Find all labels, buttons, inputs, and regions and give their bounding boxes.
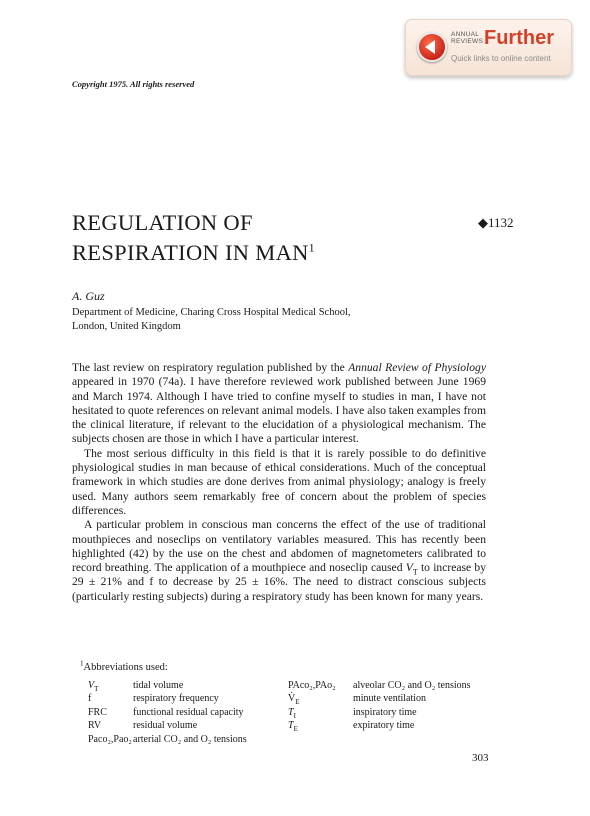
abbrev-symbol-main: RV xyxy=(88,720,102,732)
abbrev-left-symbols xyxy=(88,679,132,746)
title-line-1: REGULATION OF xyxy=(72,210,253,235)
p1-text-a: The last review on respiratory regulation published by the xyxy=(72,361,349,374)
title-line-2-text: RESPIRATION IN MAN xyxy=(72,240,309,265)
p3-vt-sub: T xyxy=(412,567,418,577)
play-icon xyxy=(417,32,447,62)
abbrev-symbol-main: FRC xyxy=(88,706,107,718)
abbrev-title-text: Abbreviations used: xyxy=(83,662,168,673)
page-number: 303 xyxy=(472,752,489,764)
title-line-2 xyxy=(72,238,315,268)
article-body xyxy=(72,361,486,604)
abbrev-definition: arterial CO₂ and O₂ tensions xyxy=(133,733,247,745)
abbreviations-title xyxy=(80,659,168,673)
abbrev-symbol-main: T xyxy=(288,720,294,732)
p1-text-b: appeared in 1970 (74a). I have therefore reviewed work published between June 1969 and March 1974. Although I have tried to confine myself to studies in man, I have not hesitated to quote references on relevant animal models. I have also taken examples from the clinical literature, if relevant to the elucidation of a physiological mechanism. The subjects chosen are those in which I have a particular interest. xyxy=(72,375,486,446)
abbrev-definition: tidal volume xyxy=(133,680,184,691)
badge-further-text: Further xyxy=(484,27,554,49)
abbrev-definition: alveolar CO₂ and O₂ tensions xyxy=(353,680,471,691)
abbrev-symbol-main: V xyxy=(88,680,95,691)
abbrev-symbol-sub: E xyxy=(295,698,300,707)
badge-subtitle: Quick links to online content xyxy=(451,54,551,63)
abbrev-symbol xyxy=(288,679,336,692)
abbrev-symbol xyxy=(88,733,132,746)
abbrev-symbol xyxy=(88,692,132,705)
abbrev-right-definitions xyxy=(353,679,471,733)
affiliation-line-1: Department of Medicine, Charing Cross Hospital Medical School, xyxy=(72,307,351,318)
abbrev-symbol-main: T xyxy=(288,706,294,718)
abbrev-symbol xyxy=(288,692,336,705)
author-affiliation xyxy=(72,306,351,333)
body-paragraph-3 xyxy=(72,518,486,604)
abbrev-symbol-main: f xyxy=(88,693,92,705)
p3-text-a: A particular problem in conscious man concerns the effect of the use of traditional mouthpieces and noseclips on ventilatory variables measured. This has recently been highlighted (42) by the use on the chest and abdomen of magnetometers calibrated to record breathing. The application of a mouthpiece and noseclip caused xyxy=(72,518,486,575)
title-footnote-mark[interactable]: 1 xyxy=(308,240,315,255)
badge-annual-text: ANNUAL xyxy=(451,31,480,38)
article-title xyxy=(72,208,315,268)
abbrev-symbol-main: PAco₂,PAo₂ xyxy=(288,680,336,691)
abbrev-definition: expiratory time xyxy=(353,720,415,732)
body-paragraph-1 xyxy=(72,361,486,447)
abbrev-definition: minute ventilation xyxy=(353,693,427,705)
abbrev-symbol xyxy=(88,679,132,692)
abbrev-symbol xyxy=(88,706,132,719)
badge-reviews-text: REVIEWS xyxy=(451,38,484,45)
abbrev-symbol-sub: E xyxy=(293,725,298,734)
further-badge[interactable] xyxy=(405,19,572,76)
abbrev-definition: inspiratory time xyxy=(353,706,417,718)
body-paragraph-2: The most serious difficulty in this field is that it is rarely possible to do definitive physiological studies in man because of ethical considerations. Much of the conceptual framework in which studies are done derives from animal physiology; analogy is freely used. Many authors seem remarkably free of concern about the problem of species differences. xyxy=(72,446,486,517)
article-id: ◆1132 xyxy=(478,215,514,230)
p1-journal-name: Annual Review of Physiology xyxy=(348,361,486,374)
abbrev-footnote-mark: 1 xyxy=(80,659,84,668)
p3-vt-symbol: V xyxy=(405,561,413,575)
abbrev-symbol xyxy=(288,706,336,719)
abbrev-symbol-sub: T xyxy=(94,685,99,693)
abbrev-symbol xyxy=(288,719,336,732)
abbrev-left-definitions xyxy=(133,679,247,746)
abbrev-symbol xyxy=(88,719,132,732)
abbrev-right-symbols xyxy=(288,679,336,733)
abbrev-symbol-main: V̇ xyxy=(288,693,296,705)
abbrev-symbol-main: Paco₂,Pao₂ xyxy=(88,733,132,745)
p3-text-b: to increase by 29 ± 21% and f to decrease by 25 ± 16%. The need to distract conscious subjects (particularly resting subjects) during a respiratory study has been known for many years. xyxy=(72,561,486,603)
affiliation-line-2: London, United Kingdom xyxy=(72,320,181,332)
abbrev-definition: respiratory frequency xyxy=(133,693,219,705)
copyright-notice: Copyright 1975. All rights reserved xyxy=(72,79,195,89)
abbrev-symbol-sub: I xyxy=(293,711,296,720)
abbrev-definition: functional residual capacity xyxy=(133,706,244,718)
author-name: A. Guz xyxy=(72,289,105,303)
abbrev-definition: residual volume xyxy=(133,720,198,732)
